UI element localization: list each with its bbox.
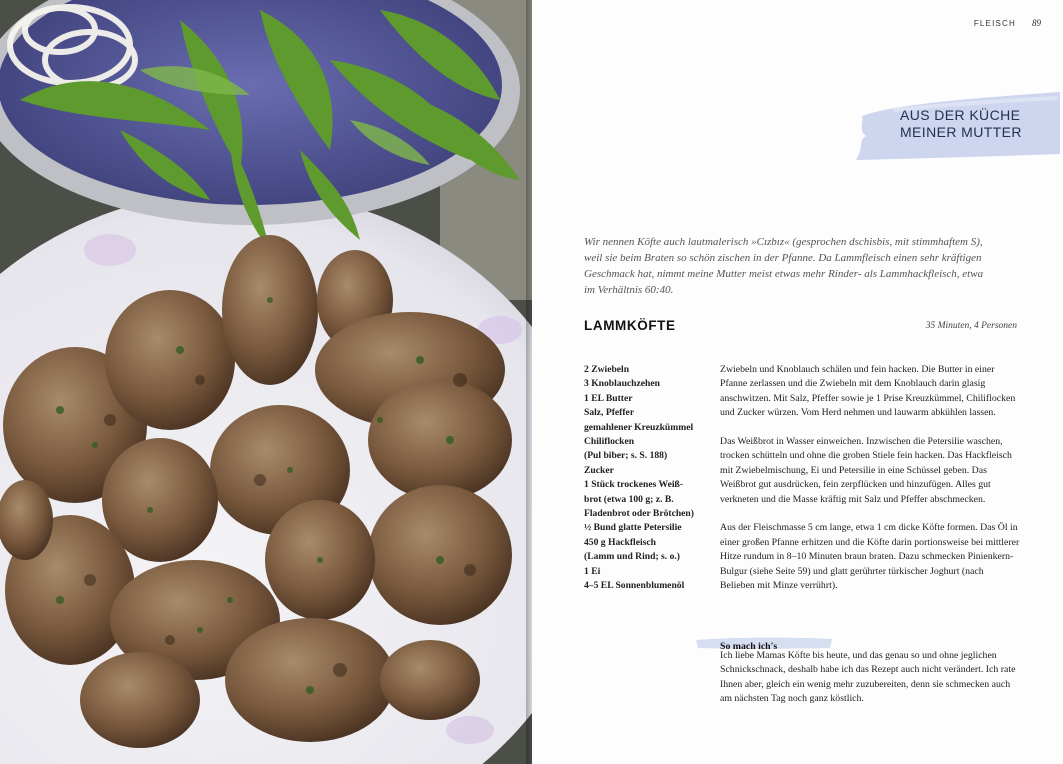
preparation-steps — [720, 363, 1020, 608]
ingredient-item: 1 EL Butter — [584, 392, 633, 404]
tag-line-1: AUS DER KÜCHE — [900, 107, 1021, 123]
aus-der-kueche-tag — [854, 90, 1062, 162]
step-paragraph: Aus der Fleischmasse 5 cm lange, etwa 1 cm dicke Köfte formen. Das Öl in einer großen Pfanne erhitzen und die Köfte darin portionsweise bei mittlerer Hitze rundum in 8–10 Minuten braun braten. Dazu schmecken Pinienkern-Bulgur (siehe Seite 59) und glatt gerührter türkischer Joghurt (nach Belieben mit Minze verrührt). — [720, 522, 1020, 592]
recipe-title: LAMMKÖFTE — [584, 318, 676, 333]
ingredient-item: gemahlener Kreuzkümmel — [584, 421, 694, 433]
tag-text — [900, 107, 1022, 141]
ingredient-item: Chiliflocken — [584, 436, 635, 448]
recipe-page — [532, 0, 1063, 764]
recipe-meta: 35 Minuten, 4 Personen — [925, 321, 1017, 331]
section-label: FLEISCH — [973, 19, 1016, 28]
tag-line-2: MEINER MUTTER — [900, 124, 1022, 140]
ingredient-item: (Pul biber; s. S. 188) — [584, 450, 668, 462]
ingredient-item: Zucker — [584, 464, 614, 476]
ingredient-item: brot (etwa 100 g; z. B. — [584, 493, 674, 505]
ingredient-item: Salz, Pfeffer — [584, 407, 635, 419]
ingredient-item: 1 Ei — [584, 565, 601, 577]
ingredient-item: Fladenbrot oder Brötchen) — [584, 508, 694, 520]
intro-line: weil sie beim Braten so schön zischen in der Pfanne. Da Lammfleisch einen sehr kräftigen — [584, 252, 982, 264]
ingredient-item: 450 g Hackfleisch — [584, 536, 656, 548]
intro-paragraph — [584, 234, 1024, 298]
ingredient-list — [584, 363, 714, 594]
tip-heading: So mach ich's — [720, 641, 778, 652]
intro-line: Geschmack hat, nimmt meine Mutter meist etwas mehr Rinder- als Lammhackfleisch, etwa — [584, 268, 984, 280]
tip-text: Ich liebe Mamas Köfte bis heute, und das genau so und ohne jeglichen Schnickschnack, deshalb habe ich das Rezept auch nicht verändert. Ich rate Ihnen aber, gleich ein wenig mehr zuzubereiten, denn sie schmecken auch am nächsten Tag noch ganz köstlich. — [720, 650, 1016, 705]
intro-line: im Verhältnis 60:40. — [584, 284, 674, 296]
page-number: 89 — [1032, 18, 1041, 28]
step-paragraph: Das Weißbrot in Wasser einweichen. Inzwischen die Petersilie waschen, trocken schütteln und ohne die groben Stiele fein hacken. Das Hackfleisch mit Zwiebelmischung, Ei und Petersilie in eine Schüssel geben. Das Weißbrot gut ausdrücken, fein zerpflücken und hinzufügen. Alles gut verkneten und die Masse kräftig mit Salz und Pfeffer abschmecken. — [720, 436, 1012, 505]
ingredient-item: 2 Zwiebeln — [584, 364, 630, 375]
step-paragraph: Zwiebeln und Knoblauch schälen und fein hacken. Die Butter in einer Pfanne zerlassen und die Zwiebeln mit dem Knoblauch darin glasig anschwitzen. Mit Salz, Pfeffer sowie je 1 Prise Kreuzkümmel, Chiliflocken und Zucker würzen. Vom Herd nehmen und lauwarm abkühlen lassen. — [720, 364, 1016, 419]
intro-line: Wir nennen Köfte auch lautmalerisch »Cızbız« (gesprochen dschisbis, mit stimmhaftem S), — [584, 236, 983, 248]
ingredient-item: ½ Bund glatte Petersilie — [584, 522, 682, 534]
ingredient-item: 3 Knoblauchzehen — [584, 378, 660, 390]
running-head — [974, 18, 1041, 28]
ingredient-item: (Lamm und Rind; s. o.) — [584, 551, 680, 563]
ingredient-item: 4–5 EL Sonnenblumenöl — [584, 580, 685, 592]
ingredient-item: 1 Stück trockenes Weiß- — [584, 479, 684, 491]
